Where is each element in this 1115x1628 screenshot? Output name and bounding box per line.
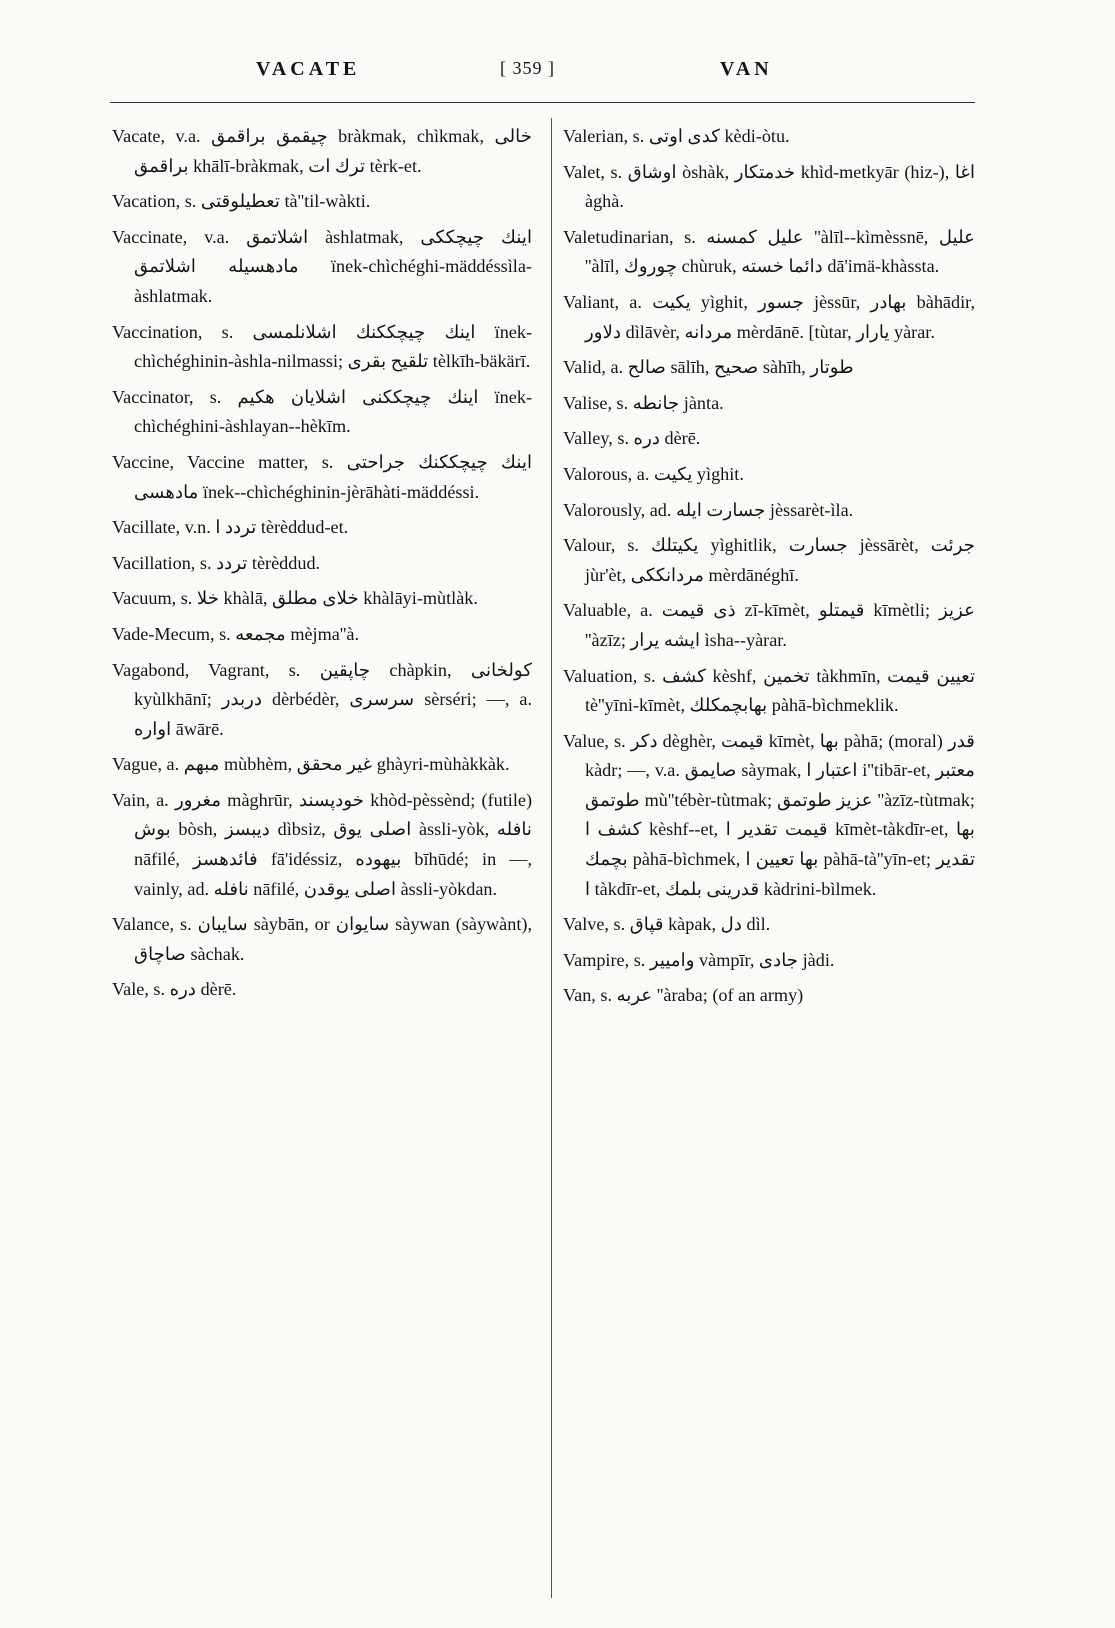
entry-text: ذى قيمت zī-kīmèt, قيمتلو kīmètli; عزيز ''àzīz; ايشه يرار ìsha--yàrar.	[585, 600, 975, 650]
entry-text: صالح sālīh, صحيح sàhīh, طوتار	[627, 357, 854, 378]
dictionary-entry	[563, 424, 975, 454]
entry-headword: Valley, s.	[563, 428, 629, 449]
dictionary-entry	[112, 786, 532, 904]
entry-text: جانطه jànta.	[632, 392, 724, 413]
entry-text: مجمعه mèjma''à.	[235, 623, 359, 644]
entry-headword: Vain, a.	[112, 789, 169, 810]
entry-headword: Valuable, a.	[563, 600, 653, 621]
dictionary-entry	[112, 448, 532, 507]
entry-headword: Valuation, s.	[563, 665, 656, 686]
dictionary-entry	[112, 187, 532, 217]
dictionary-entry	[563, 981, 975, 1011]
dictionary-entry	[563, 122, 975, 152]
dictionary-entry	[563, 223, 975, 282]
entry-headword: Valise, s.	[563, 392, 629, 413]
dictionary-entry	[563, 353, 975, 383]
entry-text: يكيت yìghit, جسور jèssūr, بهادر bàhādir, دلاور dìlāvèr, مردانه mèrdānē. [tùtar, يارار yàrar.	[585, 291, 976, 342]
dictionary-entry	[563, 946, 975, 976]
entry-headword: Valetudinarian, s.	[563, 226, 696, 247]
entry-text: كشف kèshf, تخمين tàkhmīn, تعيين قيمت tè''yīni-kīmèt, بهابچمكلك pàhā-bìchmeklik.	[585, 665, 976, 716]
entry-headword: Vade-Mecum, s.	[112, 623, 231, 644]
entry-headword: Vaccine, Vaccine matter, s.	[112, 451, 334, 472]
dictionary-entry	[112, 910, 532, 969]
entry-headword: Valiant, a.	[563, 291, 642, 312]
entry-headword: Value, s.	[563, 730, 626, 751]
entry-text: اوشاق òshàk, خدمتكار khìd-metkyār (hiz-), اغا àghà.	[585, 161, 975, 212]
entry-headword: Valet, s.	[563, 161, 623, 182]
entry-text: كدى اوتى kèdi-òtu.	[648, 126, 790, 146]
dictionary-entry	[112, 318, 532, 377]
dictionary-entry	[563, 496, 975, 526]
entry-text: تردد tèrèddud.	[216, 552, 321, 573]
entry-text: تعطيلوقتى tà''til-wàkti.	[200, 191, 371, 212]
entry-headword: Van, s.	[563, 985, 613, 1006]
entry-text: مبهم mùbhèm, غير محقق ghàyri-mùhàkkàk.	[183, 754, 510, 775]
dictionary-entry	[563, 727, 975, 905]
running-head-right: VAN	[720, 58, 773, 80]
dictionary-entry	[112, 513, 532, 543]
dictionary-entry	[112, 656, 532, 745]
entry-text: يكيت yìghit.	[653, 463, 744, 484]
entry-text: چاپقين chàpkin, كولخانى kyùlkhānī; دربدر dèrbédèr, سرسرى sèrséri; —, a. اواره āwārē.	[134, 659, 532, 739]
entry-text: واميير vàmpīr, جادى jàdi.	[649, 949, 835, 970]
dictionary-entry	[563, 910, 975, 940]
left-column	[112, 122, 532, 1011]
running-head-left: VACATE	[256, 58, 361, 80]
entry-text: چيقمق براقمق bràkmak, chìkmak, خالى براقمق khālī-bràkmak, ترك ات tèrk-et.	[134, 126, 532, 176]
dictionary-entry	[112, 549, 532, 579]
entry-text: جسارت ايله jèssarèt-ìla.	[675, 499, 854, 520]
entry-headword: Vaccinator, s.	[112, 386, 222, 407]
entry-headword: Vaccinate, v.a.	[112, 226, 230, 247]
entry-text: دره dèrē.	[169, 979, 237, 1000]
entry-headword: Vacillation, s.	[112, 552, 212, 573]
entry-headword: Vague, a.	[112, 754, 180, 775]
entry-headword: Vacuum, s.	[112, 588, 193, 609]
dictionary-entry	[563, 596, 975, 655]
dictionary-entry	[112, 750, 532, 780]
dictionary-entry	[563, 662, 975, 721]
dictionary-entry	[112, 584, 532, 614]
dictionary-entry	[112, 620, 532, 650]
dictionary-entry	[112, 383, 532, 442]
dictionary-entry	[563, 158, 975, 217]
right-column	[563, 122, 975, 1017]
page-header	[110, 58, 975, 98]
entry-text: يكيتلك yìghitlik, جسارت jèssārèt, جرئت jùr'èt, مردانككى mèrdānéghī.	[585, 535, 975, 585]
entry-text: دره dèrē.	[633, 428, 701, 449]
header-rule	[110, 102, 975, 103]
entry-headword: Valance, s.	[112, 914, 192, 935]
entry-text: سايبان sàybān, or سايوان sàywan (sàywànt), صاچاق sàchak.	[134, 914, 533, 964]
entry-text: اشلاتمق àshlatmak, اينك چيچككى مادهسيله اشلاتمق ïnek-chìchéghi-mäddéssìla-àshlatmak.	[134, 226, 532, 306]
entry-text: خلا khàlā, خلاى مطلق khàlāyi-mùtlàk.	[196, 588, 478, 609]
entry-text: اينك چيچككنى اشلايان هكيم ïnek-chìchéghini-àshlayan--hèkīm.	[134, 386, 532, 437]
page-number: [ 359 ]	[500, 58, 555, 78]
dictionary-entry	[112, 975, 532, 1005]
dictionary-entry	[563, 460, 975, 490]
entry-headword: Vagabond, Vagrant, s.	[112, 659, 301, 680]
entry-text: عليل كمسنه ''àlīl--kìmèssnē, عليل ''àlīl, چوروك chùruk, دائما خسته dā'imä-khàssta.	[585, 226, 975, 277]
entry-text: اينك چيچككنك اشلانلمسى ïnek-chìchéghinin-àshla-nilmassi; تلقيح بقرى tèlkīh-bäkärī.	[134, 321, 533, 372]
dictionary-entry	[112, 122, 532, 181]
entry-headword: Valorous, a.	[563, 463, 650, 484]
dictionary-entry	[563, 531, 975, 590]
entry-headword: Valorously, ad.	[563, 499, 672, 520]
entry-text: دكر dèghèr, قيمت kīmèt, بها pàhā; (moral) قدر kàdr; —, v.a. صايمق sàymak, اعتبار ا i''tibār-et, معتبر طوتمق mù''tébèr-tùtmak; عزيز طوتمق ''àzīz-tùtmak; كشف ا kèshf--et, قيمت تقدير ا kīmèt-tàkdīr-et, بها بچمك pàhā-bìchmek, بها تعيين ا pàhā-tà''yīn-et; تقدير ا tàkdīr-et, قدرينى بلمك kàdrini-bìlmek.	[585, 730, 976, 899]
entry-headword: Vacillate, v.n.	[112, 517, 211, 538]
entry-headword: Valve, s.	[563, 914, 626, 935]
entry-headword: Vacation, s.	[112, 191, 197, 212]
entry-text: عربه ''àraba; (of an army)	[616, 985, 804, 1006]
entry-headword: Valid, a.	[563, 357, 624, 378]
entry-headword: Valour, s.	[563, 535, 639, 556]
entry-headword: Vale, s.	[112, 979, 166, 1000]
dictionary-entry	[112, 223, 532, 312]
entry-text: تردد ا tèrèddud-et.	[215, 517, 349, 538]
dictionary-entry	[563, 288, 975, 347]
entry-text: قپاق kàpak, دل dìl.	[629, 914, 771, 935]
entry-headword: Vampire, s.	[563, 949, 646, 970]
entry-headword: Valerian, s.	[563, 126, 645, 146]
dictionary-entry	[563, 389, 975, 419]
entry-text: اينك چيچككنك جراحتى مادهسى ïnek--chìchéghinin-jèrāhàti-mäddéssi.	[134, 451, 532, 502]
entry-headword: Vacate, v.a.	[112, 126, 201, 146]
entry-text: مغرور màghrūr, خودپسند khòd-pèssènd; (futile) بوش bòsh, ديبسز dìbsiz, اصلى يوق àssli-yòk, نافله nāfilé, فائدهسز fā'idéssiz, بيهوده bīhūdé; in —, vainly, ad. نافله nāfilé, اصلى يوقدن àssli-yòkdan.	[134, 789, 533, 899]
column-divider	[551, 118, 552, 1598]
entry-headword: Vaccination, s.	[112, 321, 234, 342]
